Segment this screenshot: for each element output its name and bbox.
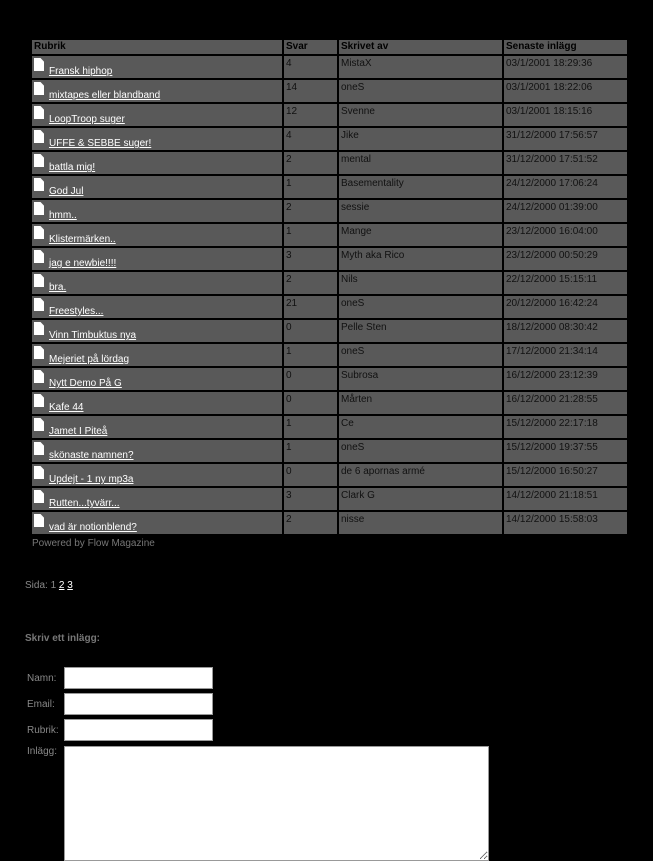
topic-cell <box>31 391 283 415</box>
latest-post-cell: 15/12/2000 22:17:18 <box>503 415 628 439</box>
latest-post-cell: 24/12/2000 17:06:24 <box>503 175 628 199</box>
author-cell: nisse <box>338 511 503 535</box>
latest-post-cell: 03/1/2001 18:22:06 <box>503 79 628 103</box>
document-icon <box>34 442 44 455</box>
header-author[interactable]: Skrivet av <box>338 39 503 55</box>
author-cell: sessie <box>338 199 503 223</box>
latest-post-cell: 22/12/2000 15:15:11 <box>503 271 628 295</box>
email-input[interactable] <box>64 693 213 715</box>
document-icon <box>34 394 44 407</box>
topic-link[interactable]: Vinn Timbuktus nya <box>49 330 137 341</box>
replies-cell: 2 <box>283 271 338 295</box>
document-icon <box>34 418 44 431</box>
topic-link[interactable]: hmm.. <box>49 210 77 221</box>
table-row <box>31 391 628 415</box>
name-label: Namn: <box>27 673 57 684</box>
topic-cell <box>31 487 283 511</box>
author-cell: de 6 apornas armé <box>338 463 503 487</box>
latest-post-cell: 16/12/2000 21:28:55 <box>503 391 628 415</box>
document-icon <box>34 370 44 383</box>
document-icon <box>34 202 44 215</box>
document-icon <box>34 82 44 95</box>
replies-cell: 14 <box>283 79 338 103</box>
document-icon <box>34 346 44 359</box>
replies-cell: 0 <box>283 391 338 415</box>
table-row <box>31 151 628 175</box>
author-cell: Jike <box>338 127 503 151</box>
document-icon <box>34 274 44 287</box>
header-topic[interactable]: Rubrik <box>31 39 283 55</box>
table-row <box>31 415 628 439</box>
document-icon <box>34 226 44 239</box>
replies-cell: 2 <box>283 151 338 175</box>
document-icon <box>34 322 44 335</box>
topic-link[interactable]: Klistermärken.. <box>49 234 116 245</box>
topic-cell <box>31 55 283 79</box>
header-replies[interactable]: Svar <box>283 39 338 55</box>
author-cell: Nils <box>338 271 503 295</box>
topic-link[interactable]: Freestyles... <box>49 306 104 317</box>
document-icon <box>34 250 44 263</box>
name-input[interactable] <box>64 667 213 689</box>
author-cell: Myth aka Rico <box>338 247 503 271</box>
latest-post-cell: 16/12/2000 23:12:39 <box>503 367 628 391</box>
replies-cell: 4 <box>283 55 338 79</box>
document-icon <box>34 514 44 527</box>
document-icon <box>34 490 44 503</box>
latest-post-cell: 14/12/2000 15:58:03 <box>503 511 628 535</box>
replies-cell: 1 <box>283 439 338 463</box>
topic-link[interactable]: Mejeriet på lördag <box>49 354 130 365</box>
header-latest[interactable]: Senaste inlägg <box>503 39 628 55</box>
post-form-title: Skriv ett inlägg: <box>25 633 101 644</box>
topic-cell <box>31 343 283 367</box>
latest-post-cell: 03/1/2001 18:15:16 <box>503 103 628 127</box>
pager-label: Sida: <box>25 580 48 591</box>
author-cell: Basementality <box>338 175 503 199</box>
topic-link[interactable]: skönaste namnen? <box>49 450 134 461</box>
topic-cell <box>31 439 283 463</box>
author-cell: Clark G <box>338 487 503 511</box>
document-icon <box>34 58 44 71</box>
topic-cell <box>31 103 283 127</box>
replies-cell: 2 <box>283 199 338 223</box>
topic-cell <box>31 79 283 103</box>
email-label: Email: <box>27 699 55 710</box>
post-label: Inlägg: <box>27 746 58 757</box>
replies-cell: 3 <box>283 247 338 271</box>
topic-cell <box>31 199 283 223</box>
topic-cell <box>31 127 283 151</box>
replies-cell: 0 <box>283 319 338 343</box>
replies-cell: 1 <box>283 415 338 439</box>
topic-cell <box>31 247 283 271</box>
table-row <box>31 295 628 319</box>
replies-cell: 12 <box>283 103 338 127</box>
document-icon <box>34 466 44 479</box>
table-row <box>31 127 628 151</box>
topic-cell <box>31 319 283 343</box>
topic-cell <box>31 175 283 199</box>
document-icon <box>34 130 44 143</box>
table-row <box>31 439 628 463</box>
latest-post-cell: 23/12/2000 00:50:29 <box>503 247 628 271</box>
topic-link[interactable]: LoopTroop suger <box>49 114 125 125</box>
topic-link[interactable]: jag e newbie!!!! <box>49 258 117 269</box>
topic-link[interactable]: Fransk hiphop <box>49 66 113 77</box>
subject-input[interactable] <box>64 719 213 741</box>
topic-link[interactable]: God Jul <box>49 186 84 197</box>
author-cell: Svenne <box>338 103 503 127</box>
pager-link-page-3[interactable]: 3 <box>67 580 73 591</box>
table-row <box>31 55 628 79</box>
replies-cell: 1 <box>283 343 338 367</box>
replies-cell: 1 <box>283 175 338 199</box>
topic-link[interactable]: bra. <box>49 282 67 293</box>
latest-post-cell: 15/12/2000 16:50:27 <box>503 463 628 487</box>
pagination <box>25 580 73 591</box>
topic-cell <box>31 367 283 391</box>
latest-post-cell: 23/12/2000 16:04:00 <box>503 223 628 247</box>
author-cell: mental <box>338 151 503 175</box>
author-cell: Pelle Sten <box>338 319 503 343</box>
latest-post-cell: 03/1/2001 18:29:36 <box>503 55 628 79</box>
topic-link[interactable]: mixtapes eller blandband <box>49 90 161 101</box>
author-cell: MistaX <box>338 55 503 79</box>
replies-cell: 3 <box>283 487 338 511</box>
topic-cell <box>31 463 283 487</box>
topic-link[interactable]: Kafe 44 <box>49 402 84 413</box>
table-row <box>31 247 628 271</box>
replies-cell: 1 <box>283 223 338 247</box>
table-row <box>31 199 628 223</box>
latest-post-cell: 17/12/2000 21:34:14 <box>503 343 628 367</box>
powered-by-text: Powered by Flow Magazine <box>32 538 155 549</box>
pager-link-page-2[interactable]: 2 <box>58 580 65 591</box>
topic-link[interactable]: Updejt - 1 ny mp3a <box>49 474 134 485</box>
pager-current-page: 1 <box>50 580 57 591</box>
table-row <box>31 319 628 343</box>
replies-cell: 0 <box>283 367 338 391</box>
latest-post-cell: 18/12/2000 08:30:42 <box>503 319 628 343</box>
topic-cell <box>31 151 283 175</box>
replies-cell: 21 <box>283 295 338 319</box>
topic-link[interactable]: battla mig! <box>49 162 96 173</box>
document-icon <box>34 106 44 119</box>
topic-cell <box>31 511 283 535</box>
topic-table <box>30 38 629 536</box>
table-row <box>31 79 628 103</box>
topic-link[interactable]: Jamet I Piteå <box>49 426 108 437</box>
replies-cell: 2 <box>283 511 338 535</box>
topic-cell <box>31 415 283 439</box>
author-cell: oneS <box>338 439 503 463</box>
topic-link[interactable]: vad är notionblend? <box>49 522 137 533</box>
author-cell: Mange <box>338 223 503 247</box>
author-cell: oneS <box>338 79 503 103</box>
topic-cell <box>31 271 283 295</box>
topic-cell <box>31 295 283 319</box>
latest-post-cell: 20/12/2000 16:42:24 <box>503 295 628 319</box>
post-textarea[interactable] <box>64 746 489 861</box>
document-icon <box>34 298 44 311</box>
topic-link[interactable]: Nytt Demo På G <box>49 378 122 389</box>
latest-post-cell: 15/12/2000 19:37:55 <box>503 439 628 463</box>
table-row <box>31 463 628 487</box>
latest-post-cell: 24/12/2000 01:39:00 <box>503 199 628 223</box>
document-icon <box>34 154 44 167</box>
topic-link[interactable]: Rutten...tyvärr... <box>49 498 120 509</box>
author-cell: Ce <box>338 415 503 439</box>
subject-label: Rubrik: <box>27 725 59 736</box>
table-row <box>31 103 628 127</box>
topic-cell <box>31 223 283 247</box>
table-row <box>31 271 628 295</box>
replies-cell: 0 <box>283 463 338 487</box>
replies-cell: 4 <box>283 127 338 151</box>
table-row <box>31 175 628 199</box>
author-cell: Subrosa <box>338 367 503 391</box>
author-cell: oneS <box>338 343 503 367</box>
table-header-row <box>31 39 628 55</box>
author-cell: oneS <box>338 295 503 319</box>
author-cell: Mårten <box>338 391 503 415</box>
table-row <box>31 223 628 247</box>
table-row <box>31 487 628 511</box>
document-icon <box>34 178 44 191</box>
table-row <box>31 511 628 535</box>
latest-post-cell: 14/12/2000 21:18:51 <box>503 487 628 511</box>
topic-link[interactable]: UFFE & SEBBE suger! <box>49 138 152 149</box>
table-row <box>31 343 628 367</box>
latest-post-cell: 31/12/2000 17:51:52 <box>503 151 628 175</box>
latest-post-cell: 31/12/2000 17:56:57 <box>503 127 628 151</box>
table-row <box>31 367 628 391</box>
